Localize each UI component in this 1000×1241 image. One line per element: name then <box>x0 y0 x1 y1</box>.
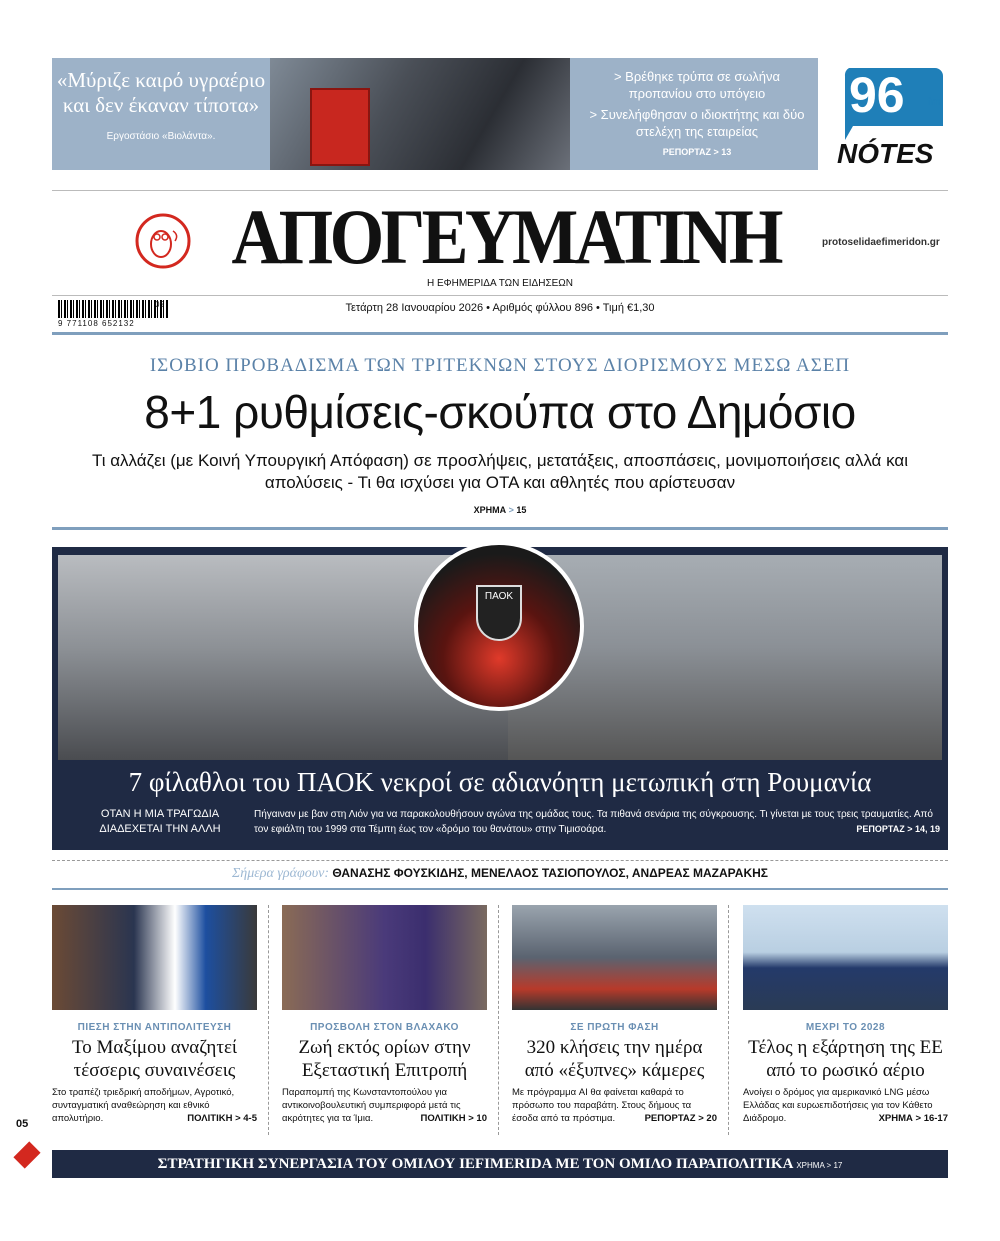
story-ref: ΠΟΛΙΤΙΚΗ > 4-5 <box>187 1113 257 1124</box>
watermark: protoselidaefimeridon.gr <box>822 237 940 248</box>
teaser-quote <box>52 68 270 149</box>
story-text <box>512 1086 717 1125</box>
writers-label: Σήμερα γράφουν: <box>231 866 329 881</box>
masthead[interactable] <box>198 193 813 280</box>
bottom-bar-text: ΣΤΡΑΤΗΓΙΚΗ ΣΥΝΕΡΓΑΣΙΑ ΤΟΥ ΟΜΙΛΟΥ IEFIMERIDA ΜΕ ΤΟΝ ΟΜΙΛΟ ΠΑΡΑΠΟΛΙΤΙΚΑ <box>157 1156 793 1172</box>
story-kicker: ΣΕ ΠΡΩΤΗ ΦΑΣΗ <box>570 1022 659 1033</box>
story-ref: ΡΕΠΟΡΤΑΖ > 20 <box>644 1113 717 1124</box>
divider <box>498 905 499 1135</box>
main-side-kicker: ΟΤΑΝ Η ΜΙΑ ΤΡΑΓΩΔΙΑ ΔΙΑΔΕΧΕΤΑΙ ΤΗΝ ΑΛΛΗ <box>99 808 221 835</box>
story-column[interactable] <box>282 905 487 1125</box>
bullet: > Βρέθηκε τρύπα σε σωλήνα προπανίου στο υπόγειο <box>613 69 781 101</box>
story-text <box>743 1086 948 1125</box>
story-ref: ΠΟΛΙΤΙΚΗ > 10 <box>420 1113 487 1124</box>
lead-subhead: Τι αλλάζει (με Κοινή Υπουργική Απόφαση) σε προσλήψεις, μετατάξεις, αποσπάσεις, μονιμοποιήσεις αλλά και απολύσεις - Τι θα ισχύσει για ΟΤΑ και αθλητές που αρίστευσαν <box>91 451 909 492</box>
barcode-issue: 05 <box>155 300 164 309</box>
barcode-number: 9 771108 652132 <box>58 319 135 328</box>
story-title: Το Μαξίμου αναζητεί τέσσερις συναινέσεις <box>71 1037 238 1081</box>
story-kicker: ΠΡΟΣΒΟΛΗ ΣΤΟΝ ΒΛΑΧΑΚΟ <box>310 1022 459 1033</box>
story-body: Στο τραπέζι τριεδρική αποδήμων, Αγροτικό, συνταγματική αναθεώρηση και εθνικό απολυτήριο. <box>52 1087 235 1124</box>
writers <box>0 866 1000 882</box>
story-title: Τέλος η εξάρτηση της ΕΕ από το ρωσικό αέριο <box>748 1037 943 1081</box>
ref-page: 15 <box>516 505 527 515</box>
story-photo <box>52 905 257 1010</box>
story-ref: ΧΡΗΜΑ > 16-17 <box>878 1113 948 1124</box>
fire-truck <box>310 88 370 166</box>
divider <box>52 332 948 335</box>
radio-unit: fm <box>927 96 941 108</box>
page-number: 05 <box>16 1118 29 1130</box>
lead-kicker: ΙΣΟΒΙΟ ΠΡΟΒΑΔΙΣΜΑ ΤΩΝ ΤΡΙΤΕΚΝΩΝ ΣΤΟΥΣ ΔΙΟΡΙΣΜΟΥΣ ΜΕΣΩ ΑΣΕΠ <box>149 355 851 376</box>
main-ref: ΡΕΠΟΡΤΑΖ > 14, 19 <box>856 824 940 834</box>
paok-candles-photo <box>414 541 584 711</box>
quote-caption: Εργοστάσιο «Βιολάντα». <box>106 131 216 142</box>
divider <box>52 860 948 861</box>
fire-photo <box>270 58 570 170</box>
radio-name: NÓTES <box>837 138 934 169</box>
bullet: > Συνελήφθησαν ο ιδιοκτήτης και δύο στελέχη της εταιρείας <box>589 107 805 139</box>
divider <box>728 905 729 1135</box>
story-title: 320 κλήσεις την ημέρα από «έξυπνες» κάμερες <box>524 1037 705 1081</box>
story-photo <box>743 905 948 1010</box>
top-teaser[interactable] <box>52 58 818 170</box>
ref-section: ΧΡΗΜΑ <box>473 505 507 515</box>
bottom-bar-ref: ΧΡΗΜΑ > 17 <box>796 1161 843 1170</box>
tagline: Η ΕΦΗΜΕΡΙΔΑ ΤΩΝ ΕΙΔΗΣΕΩΝ <box>426 278 573 289</box>
main-body-text: Πήγαιναν με βαν στη Λιόν για να παρακολουθήσουν αγώνα της ομάδας τους. Τα πιθανά σενάρια της σύγκρουσης. Τι γίνεται με τους τρεις τραυματίες. Από τον εφιάλτη του 1999 στα Τέμπη έως τον «δρόμο του θανάτου» στην Τιμισοάρα. <box>254 809 933 835</box>
teaser-bullets <box>582 68 812 165</box>
quote-text: «Μύριζε καιρό υγραέριο και δεν έκαναν τίποτα» <box>56 68 266 117</box>
bottom-bar[interactable] <box>52 1150 948 1178</box>
owl-seal-logo <box>135 213 191 269</box>
story-body: Με πρόγραμμα AI θα φαίνεται καθαρά το πρόσωπο του παραβάτη. Στους δήμους τα έσοδα από τα πρόστιμα. <box>512 1087 692 1124</box>
story-kicker: ΜΕΧΡΙ ΤΟ 2028 <box>805 1022 886 1033</box>
story-kicker: ΠΙΕΣΗ ΣΤΗΝ ΑΝΤΙΠΟΛΙΤΕΥΣΗ <box>77 1022 232 1033</box>
dateline: Τετάρτη 28 Ιανουαρίου 2026 • Αριθμός φύλλου 896 • Τιμή €1,30 <box>345 302 655 314</box>
story-photo <box>282 905 487 1010</box>
main-story[interactable] <box>52 547 948 850</box>
owl-icon <box>135 213 191 269</box>
divider <box>52 888 948 890</box>
story-text <box>282 1086 487 1125</box>
writers-names: ΘΑΝΑΣΗΣ ΦΟΥΣΚΙΔΗΣ, ΜΕΝΕΛΑΟΣ ΤΑΣΙΟΠΟΥΛΟΣ, ΑΝΔΡΕΑΣ ΜΑΖΑΡΑΚΗΣ <box>332 866 768 880</box>
teaser-ref: ΡΕΠΟΡΤΑΖ > 13 <box>662 147 732 157</box>
main-body <box>254 807 940 837</box>
main-headline: 7 φίλαθλοι του ΠΑΟΚ νεκροί σε αδιανόητη μετωπική στη Ρουμανία <box>128 767 872 797</box>
story-column[interactable] <box>512 905 717 1125</box>
paok-badge: ΠΑΟΚ <box>476 585 522 641</box>
divider <box>52 190 948 191</box>
lead-ref[interactable]: ΧΡΗΜΑ > 15 <box>473 505 527 515</box>
divider <box>268 905 269 1135</box>
story-body: Ανοίγει ο δρόμος για αμερικανικό LNG μέσω Ελλάδας και ευρωεπιδοτήσεις για τον Κάθετο Διάδρομο. <box>743 1087 933 1124</box>
divider <box>52 295 948 296</box>
newspaper-name: ΑΠΟΓΕΥΜΑΤΙΝΗ <box>231 193 780 280</box>
radio-logo[interactable] <box>835 58 947 170</box>
story-title: Ζωή εκτός ορίων στην Εξεταστική Επιτροπή <box>298 1037 471 1081</box>
red-diamond-icon <box>13 1141 40 1168</box>
story-body: Παραπομπή της Κωνσταντοπούλου για αντικοινοβουλευτική συμπεριφορά μετά τις ακρότητες για τα Ίμια. <box>282 1087 461 1124</box>
lead-headline[interactable]: 8+1 ρυθμίσεις-σκούπα στο Δημόσιο <box>144 386 856 438</box>
divider <box>52 527 948 530</box>
story-column[interactable] <box>743 905 948 1125</box>
story-photo <box>512 905 717 1010</box>
story-text <box>52 1086 257 1125</box>
story-column[interactable] <box>52 905 257 1125</box>
radio-number: 96 <box>849 67 905 123</box>
